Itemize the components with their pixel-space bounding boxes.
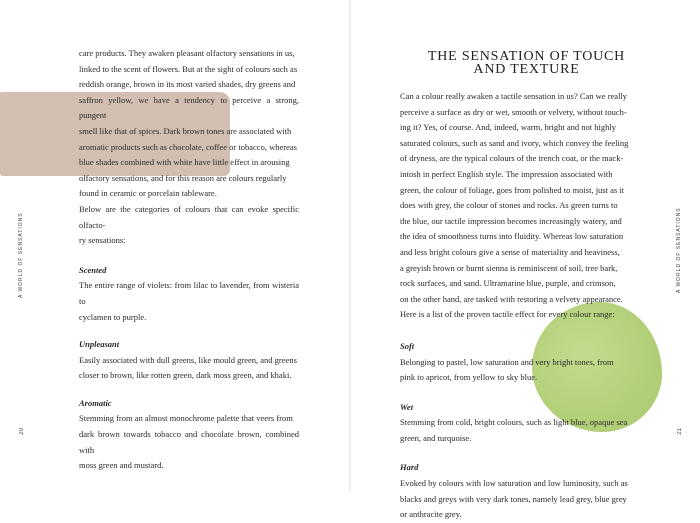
- text-line: perceive a surface as dry or wet, smooth or velvety, without touch-: [400, 106, 627, 117]
- running-head-right: A WORLD OF SENSATIONS: [676, 207, 682, 293]
- section-soft: [400, 339, 653, 386]
- section-title-soft: Soft: [400, 340, 415, 351]
- text-line: Can a colour really awaken a tactile sensation in us? Can we really: [400, 91, 628, 101]
- text-line: ry sensations:: [79, 235, 126, 246]
- text-line: on the other hand, are tasked with restoring a velvety appearance.: [400, 293, 623, 304]
- left-body-text: [79, 46, 299, 474]
- text-line: aromatic products such as chocolate, coffee or tobacco, whereas: [79, 141, 297, 152]
- page-number-right: 21: [677, 428, 683, 435]
- section-scented: [79, 263, 299, 325]
- text-line: cyclamen to purple.: [79, 311, 147, 322]
- text-line: a greyish brown or burnt sienna is reminiscent of soil, tree bark,: [400, 262, 618, 273]
- text-line: Stemming from cold, bright colours, such as light blue, opaque sea: [400, 417, 628, 428]
- text-line: found in ceramic or porcelain tableware.: [79, 188, 217, 199]
- section-aromatic: [79, 396, 299, 474]
- text-line: reddish orange, brown in its most varied shades, dry greens and: [79, 79, 296, 90]
- text-line: Evoked by colours with low saturation and low luminosity, such as: [400, 478, 628, 489]
- text-line: Belonging to pastel, low saturation and very bright tones, from: [400, 356, 614, 367]
- text-line: smell like that of spices. Dark brown tones are associated with: [79, 125, 292, 136]
- section-title-wet: Wet: [400, 401, 414, 412]
- text-line: ing it? Yes, of course. And, indeed, warm, bright and not highly: [400, 122, 617, 133]
- text-line: Easily associated with dull greens, like mould green, and greens: [79, 354, 297, 365]
- right-page: [351, 0, 700, 520]
- left-page: [0, 0, 349, 491]
- title-line: THE SENSATION OF TOUCH: [427, 49, 626, 64]
- section-unpleasant: [79, 337, 299, 384]
- text-line: saffron yellow, we have a tendency to perceive a strong, pungent: [79, 94, 299, 121]
- text-line: olfactory sensations, and for this reason are colours regularly: [79, 172, 287, 183]
- text-line: The entire range of violets: from lilac to lavender, from wisteria to: [79, 280, 299, 306]
- page-title: [400, 50, 653, 76]
- text-line: and less bright colours give a sense of materiality and heaviness,: [400, 246, 620, 257]
- text-line: Here is a list of the proven tactile effect for every colour range:: [400, 309, 615, 320]
- text-line: of dryness, are the typical colours of the trench coat, or the mack-: [400, 153, 624, 164]
- text-line: green, the colour of foliage, goes from polished to moist, just as it: [400, 184, 625, 195]
- text-line: intosh in perfect English style. The impression associated with: [400, 168, 613, 179]
- text-line: closer to brown, like rotten green, dark moss green, and khaki.: [79, 370, 292, 381]
- right-body-text: [400, 89, 653, 523]
- title-line: AND TEXTURE: [473, 62, 580, 77]
- text-line: the idea of smoothness turns into fluidity. Whereas low saturation: [400, 231, 624, 242]
- text-line: dark brown towards tobacco and chocolate brown, combined with: [79, 429, 299, 455]
- text-line: Stemming from an almost monochrome palette that veers from: [79, 413, 293, 424]
- section-title-unpleasant: Unpleasant: [79, 339, 120, 350]
- text-line: the blue, our tactile impression becomes increasingly watery, and: [400, 215, 622, 226]
- section-title-hard: Hard: [400, 462, 419, 473]
- text-line: Below are the categories of colours that can evoke specific olfacto-: [79, 203, 299, 230]
- text-line: blacks and greys with very dark tones, namely lead grey, blue grey: [400, 493, 627, 504]
- section-hard: [400, 460, 653, 522]
- text-line: green, and turquoise.: [400, 432, 472, 443]
- text-line: care products. They awaken pleasant olfactory sensations in us,: [79, 48, 295, 58]
- text-line: saturated colours, such as sand and ivory, which convey the feeling: [400, 137, 629, 148]
- text-line: pink to apricot, from yellow to sky blue.: [400, 372, 538, 383]
- text-line: rock surfaces, and sand. Ultramarine blue, purple, and crimson,: [400, 278, 616, 289]
- text-line: or anthracite grey.: [400, 509, 462, 520]
- section-title-scented: Scented: [79, 264, 107, 275]
- text-line: moss green and mustard.: [79, 460, 164, 471]
- text-line: linked to the scent of flowers. But at the sight of colours such as: [79, 63, 298, 74]
- running-head-left: A WORLD OF SENSATIONS: [18, 212, 24, 298]
- left-intro: [79, 46, 299, 249]
- section-title-aromatic: Aromatic: [79, 397, 112, 408]
- page-number-left: 20: [19, 428, 25, 435]
- right-intro: [400, 89, 653, 323]
- text-line: does with grey, the colour of stones and rocks. As green turns to: [400, 200, 618, 211]
- text-line: blue shades combined with white have little effect in arousing: [79, 157, 290, 168]
- section-wet: [400, 400, 653, 447]
